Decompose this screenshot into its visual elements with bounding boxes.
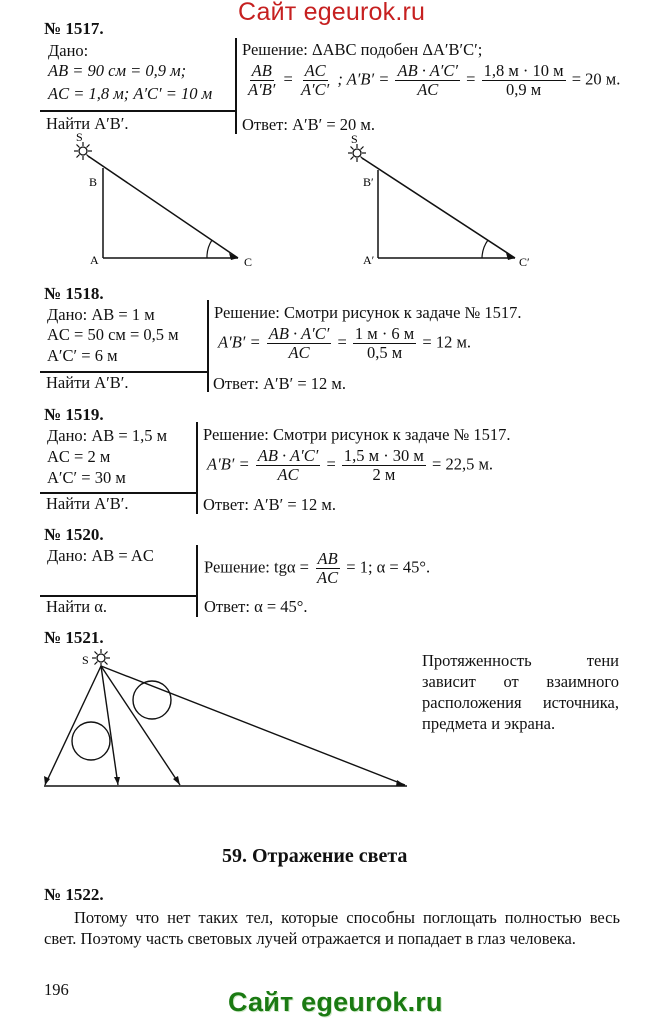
light-ray-1	[45, 666, 101, 785]
formula-tail: = 12 м.	[422, 332, 472, 352]
sun-icon	[92, 649, 110, 667]
frac-num: AC	[304, 61, 326, 80]
site-watermark-bottom: Сайт egeurok.ru	[228, 987, 443, 1017]
given-1519-line1: Дано: AB = 1,5 м	[47, 426, 168, 445]
given-1517-line2: AC = 1,8 м; A′C′ = 10 м	[48, 84, 213, 103]
angle-arc	[207, 240, 212, 258]
arrow-head	[114, 777, 120, 785]
angle-arc	[482, 240, 488, 258]
frac-den: AC	[277, 465, 299, 484]
label-c1: C′	[519, 255, 530, 269]
frac-den: AC	[288, 343, 310, 362]
find-1519: Найти A′B′.	[46, 494, 129, 513]
answer-1520: Ответ: α = 45°.	[204, 597, 308, 616]
triangle-abc-figure	[74, 130, 252, 269]
triangle-a1b1c1-figure	[348, 132, 530, 269]
solution-head-1517: Решение: ΔABC подобен ΔA′B′C′;	[242, 40, 483, 59]
frac-num: 1 м · 6 м	[354, 324, 415, 343]
solution-formula-1519	[207, 447, 493, 484]
frac-den: 0,5 м	[366, 343, 403, 362]
label-s: S	[351, 132, 358, 146]
equals-sign: =	[466, 69, 476, 89]
frac-den: AC	[417, 80, 439, 99]
site-watermark-top: Сайт egeurok.ru	[238, 0, 426, 26]
find-1517: Найти A′B′.	[46, 114, 129, 133]
solution-divider-1520	[196, 545, 198, 617]
given-1519-line3: A′C′ = 30 м	[47, 468, 126, 487]
problem-number-1520: № 1520.	[44, 525, 104, 544]
shadow-diagram-1521	[0, 640, 420, 800]
formula-lhs: A′B′ =	[207, 454, 250, 474]
formula-tail: = 20 м.	[571, 69, 621, 89]
light-ray-2	[101, 666, 118, 785]
frac-num: AB · A′C′	[268, 324, 330, 343]
given-1518-line3: A′C′ = 6 м	[47, 346, 118, 365]
light-ray-3	[101, 666, 180, 785]
answer-text-1522: Потому что нет таких тел, которые способны поглощать полностью весь свет. Поэтому часть световых лучей отражается и попадает в глаз человека.	[44, 908, 620, 948]
problem-number-1522: № 1522.	[44, 885, 104, 904]
triangle-figures-1517	[0, 0, 650, 300]
ray-sc1	[362, 158, 515, 258]
equals-sign: =	[337, 332, 347, 352]
label-b1: B′	[363, 175, 374, 189]
light-ray-4	[101, 666, 405, 785]
section-title: 59. Отражение света	[222, 845, 408, 867]
formula-mid: ; A′B′ =	[337, 69, 390, 89]
formula-tail: = 22,5 м.	[432, 454, 494, 474]
given-1518-line2: AC = 50 см = 0,5 м	[47, 325, 179, 344]
arrow-head	[396, 780, 406, 786]
formula-lhs: A′B′ =	[218, 332, 261, 352]
answer-1518: Ответ: A′B′ = 12 м.	[213, 374, 346, 393]
answer-text-1521: Протяженность тени зависит от взаимного расположения источника, предмета и экрана.	[422, 651, 619, 733]
label-s: S	[76, 130, 83, 144]
frac-num: 1,8 м · 10 м	[483, 61, 564, 80]
equals-sign: =	[283, 69, 293, 89]
given-label-1517: Дано:	[48, 41, 89, 60]
given-1517-line1: AB = 90 см = 0,9 м;	[48, 61, 187, 80]
frac-num: AB	[251, 61, 272, 80]
solution-head-1518: Решение: Смотри рисунок к задаче № 1517.	[214, 303, 522, 322]
frac-den: 0,9 м	[506, 80, 542, 99]
label-c: C	[244, 255, 253, 269]
page-number: 196	[44, 980, 69, 999]
arrow-head	[173, 776, 180, 785]
problem-number-1519: № 1519.	[44, 405, 104, 424]
frac-num: 1,5 м · 30 м	[343, 446, 424, 465]
frac-num: AB	[317, 549, 338, 568]
label-a: A	[90, 253, 99, 267]
problem-number-1517: № 1517.	[44, 19, 104, 38]
solution-head-1519: Решение: Смотри рисунок к задаче № 1517.	[203, 425, 511, 444]
label-a1: A′	[363, 253, 375, 267]
problem-number-1518: № 1518.	[44, 284, 104, 303]
given-1520-line1: Дано: AB = AC	[47, 546, 154, 565]
label-s: S	[82, 653, 89, 667]
solution-formula-1518	[218, 325, 471, 362]
formula-tail: = 1; α = 45°.	[346, 557, 431, 577]
answer-1519: Ответ: A′B′ = 12 м.	[203, 495, 336, 514]
find-1520: Найти α.	[46, 597, 108, 616]
formula-lhs: Решение: tgα =	[204, 557, 309, 577]
frac-den: 2 м	[372, 465, 396, 484]
solution-formula-1520	[204, 550, 430, 587]
object-circle-1	[72, 722, 110, 760]
solution-divider-1518	[207, 300, 209, 392]
label-b: B	[89, 175, 98, 189]
solution-divider-1519	[196, 422, 198, 514]
answer-1517: Ответ: A′B′ = 20 м.	[242, 115, 375, 134]
equals-sign: =	[326, 454, 336, 474]
given-1519-line2: AC = 2 м	[47, 447, 111, 466]
given-1518-line1: Дано: AB = 1 м	[47, 305, 155, 324]
find-1518: Найти A′B′.	[46, 373, 129, 392]
frac-den: AC	[317, 568, 339, 587]
frac-den: A′C′	[300, 80, 330, 99]
problem-number-1521: № 1521.	[44, 628, 104, 647]
frac-den: A′B′	[248, 80, 276, 99]
frac-num: AB · A′C′	[257, 446, 319, 465]
frac-num: AB · A′C′	[397, 61, 459, 80]
ray-sc	[88, 156, 238, 258]
